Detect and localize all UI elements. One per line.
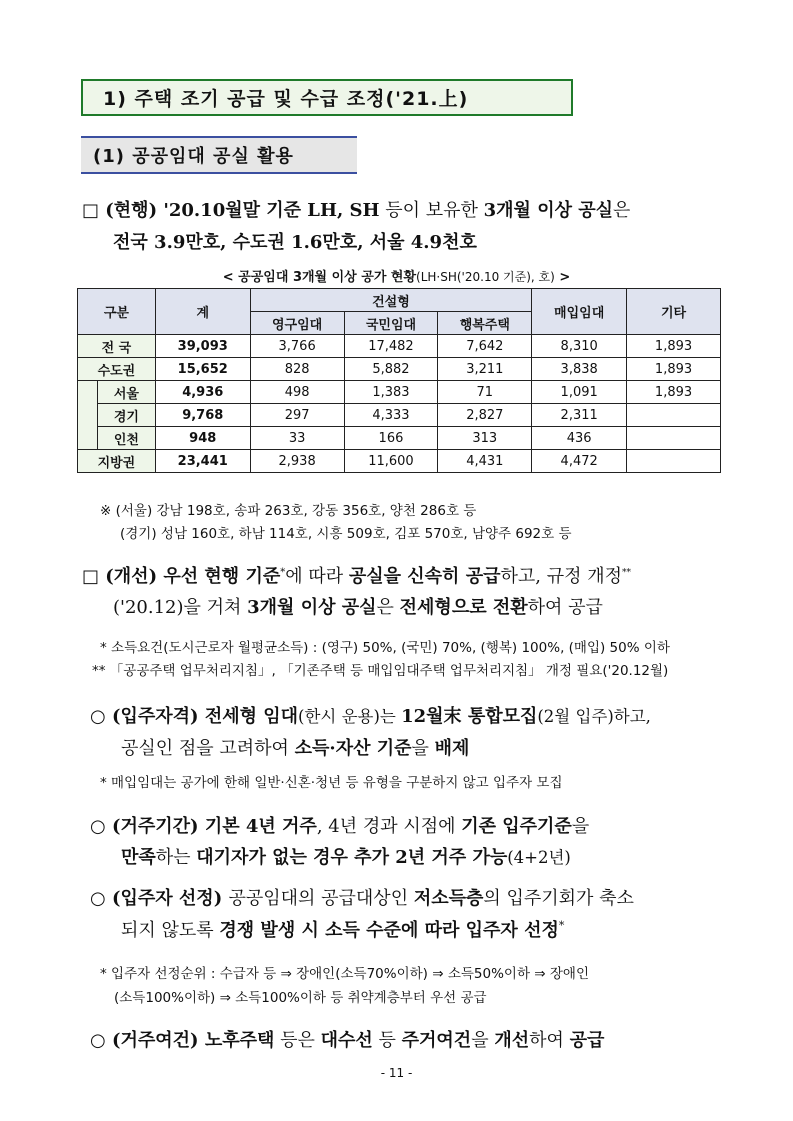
header-total: 계 — [155, 289, 250, 335]
table-row: 서울 4,936 498 1,383 71 1,091 1,893 — [78, 381, 721, 404]
period-line-2: 만족하는 대기자가 없는 경우 추가 2년 거주 가능(4+2년) — [121, 847, 571, 868]
improve-footnote-2: ** 「공공주택 업무처리지침」, 「기존주택 등 매입임대주택 업무처리지침」 개정 필요('20.12월) — [92, 663, 669, 679]
eligibility-line-2: 공실인 점을 고려하여 소득·자산 기준을 배제 — [121, 738, 470, 759]
table-note-1: ※ (서울) 강남 198호, 송파 263호, 강동 356호, 양천 286호 등 — [100, 503, 477, 519]
table-row: 인천 948 33 166 313 436 — [78, 427, 721, 450]
improve-line-2: ('20.12)을 거쳐 3개월 이상 공실은 전세형으로 전환하여 공급 — [113, 597, 603, 618]
table-row: 지방권 23,441 2,938 11,600 4,431 4,472 — [78, 450, 721, 473]
improve-line-1: □ (개선) 우선 현행 기준*에 따라 공실을 신속히 공급하고, 규정 개정** — [82, 566, 631, 587]
eligibility-line-1: ○ (입주자격) 전세형 임대(한시 운용)는 12월末 통합모집(2월 입주)하고, — [90, 706, 651, 727]
table-row: 경기 9,768 297 4,333 2,827 2,311 — [78, 404, 721, 427]
period-line-1: ○ (거주기간) 기본 4년 거주, 4년 경과 시점에 기존 입주기준을 — [90, 816, 590, 837]
page-number: - 11 - — [380, 1066, 413, 1080]
vacancy-table — [77, 288, 721, 473]
header-other: 기타 — [627, 289, 721, 335]
header-category: 구분 — [78, 289, 156, 335]
table-row: 수도권 15,652 828 5,882 3,211 3,838 1,893 — [78, 358, 721, 381]
subsection-heading: (1) 공공임대 공실 활용 — [81, 136, 357, 174]
header-construction: 건설형 — [250, 289, 532, 312]
selection-line-2: 되지 않도록 경쟁 발생 시 소득 수준에 따라 입주자 선정* — [121, 919, 565, 941]
section-heading: 1) 주택 조기 공급 및 수급 조정('21.上) — [81, 79, 573, 116]
header-purchase: 매입임대 — [532, 289, 627, 335]
selection-footnote-2: (소득100%이하) ⇒ 소득100%이하 등 취약계층부터 우선 공급 — [114, 990, 487, 1006]
table-row: 전 국 39,093 3,766 17,482 7,642 8,310 1,893 — [78, 335, 721, 358]
improve-footnote-1: * 소득요건(도시근로자 월평균소득) : (영구) 50%, (국민) 70%, (행복) 100%, (매입) 50% 이하 — [100, 640, 670, 656]
condition-line: ○ (거주여건) 노후주택 등은 대수선 등 주거여건을 개선하여 공급 — [90, 1030, 605, 1051]
selection-line-1: ○ (입주자 선정) 공공임대의 공급대상인 저소득층의 입주기회가 축소 — [90, 888, 634, 909]
table-note-2: (경기) 성남 160호, 하남 114호, 시흥 509호, 김포 570호, 남양주 692호 등 — [120, 526, 572, 542]
eligibility-footnote: * 매입임대는 공가에 한해 일반·신혼·청년 등 유형을 구분하지 않고 입주자 모집 — [100, 775, 563, 791]
selection-footnote-1: * 입주자 선정순위 : 수급자 등 ⇒ 장애인(소득70%이하) ⇒ 소득50%이하 ⇒ 장애인 — [100, 966, 590, 982]
current-line-2: 전국 3.9만호, 수도권 1.6만호, 서울 4.9천호 — [113, 232, 477, 253]
header-national: 국민임대 — [344, 312, 438, 335]
table-caption: < 공공임대 3개월 이상 공가 현황(LH·SH('20.10 기준), 호) > — [222, 270, 571, 285]
header-permanent: 영구임대 — [250, 312, 344, 335]
current-line-1: □ (현행) '20.10월말 기준 LH, SH 등이 보유한 3개월 이상 공실은 — [82, 200, 631, 221]
header-happy: 행복주택 — [438, 312, 532, 335]
